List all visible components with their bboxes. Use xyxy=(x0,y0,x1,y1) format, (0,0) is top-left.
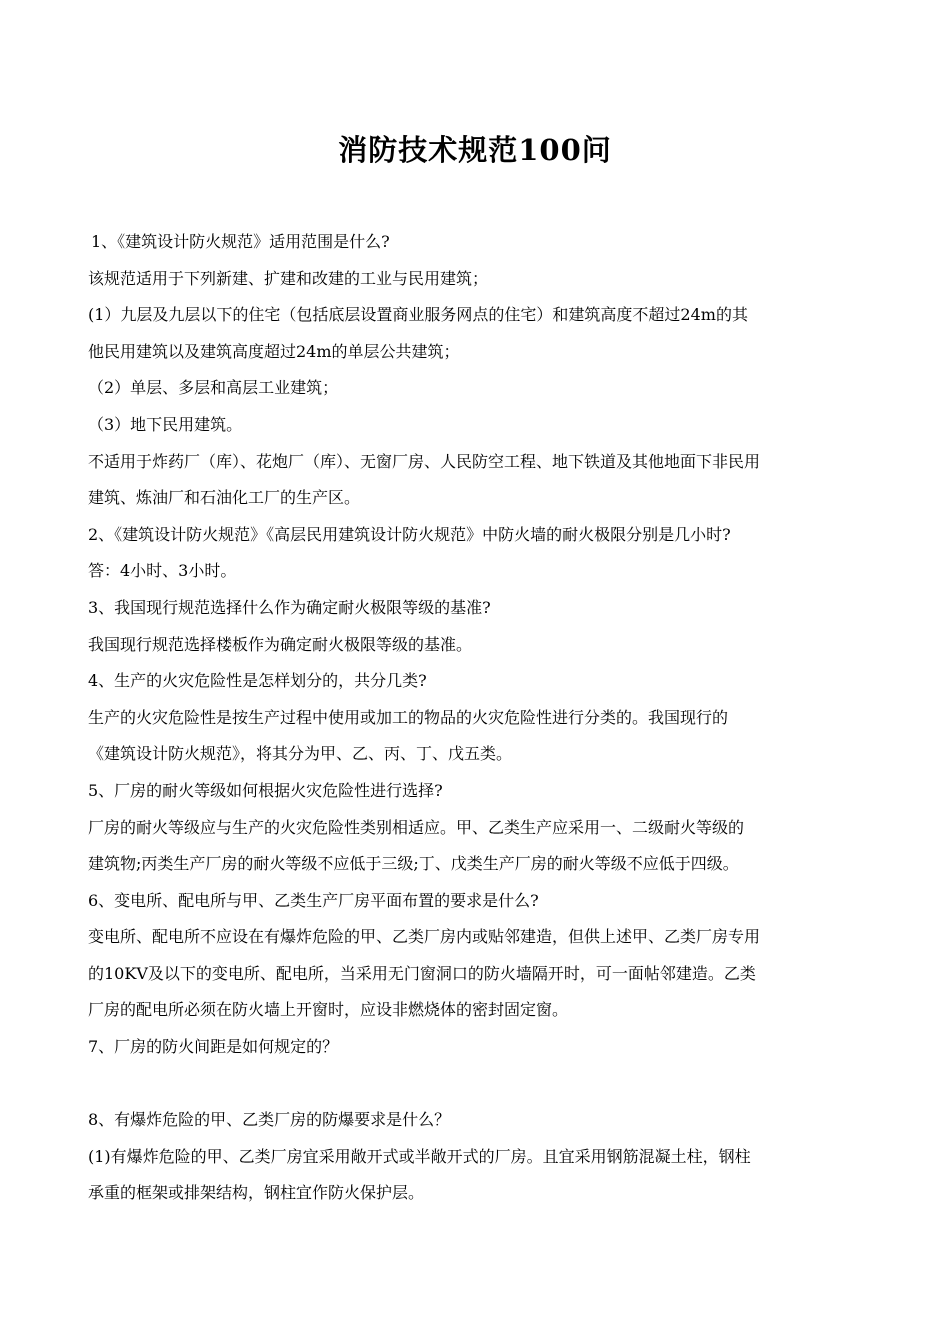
answer-4-line-1: 生产的火灾危险性是按生产过程中使用或加工的物品的火灾危险性进行分类的。我国现行的 xyxy=(88,707,729,727)
answer-1-item-1-line-2: 他民用建筑以及建筑高度超过24m的单层公共建筑； xyxy=(88,341,460,361)
blank-line xyxy=(88,1066,868,1103)
document-title: 消防技术规范100问 xyxy=(338,133,612,167)
answer-3: 我国现行规范选择楼板作为确定耐火极限等级的基准。 xyxy=(88,634,473,654)
answer-1-exclusion-line-1: 不适用于炸药厂（库）、花炮厂（库）、无窗厂房、人民防空工程、地下铁道及其他地面下非民用 xyxy=(88,451,761,471)
question-3: 3、我国现行规范选择什么作为确定耐火极限等级的基准? xyxy=(88,597,491,617)
question-6: 6、变电所、配电所与甲、乙类生产厂房平面布置的要求是什么? xyxy=(88,890,539,910)
answer-5-line-2: 建筑物;丙类生产厂房的耐火等级不应低于三级;丁、戊类生产厂房的耐火等级不应低于四级。 xyxy=(88,854,739,874)
answer-1-intro: 该规范适用于下列新建、扩建和改建的工业与民用建筑； xyxy=(88,268,489,288)
answer-6-line-2: 的10KV及以下的变电所、配电所，当采用无门窗洞口的防火墙隔开时，可一面帖邻建造。乙类 xyxy=(88,963,756,983)
question-8: 8、有爆炸危险的甲、乙类厂房的防爆要求是什么？ xyxy=(88,1110,451,1130)
question-7: 7、厂房的防火间距是如何规定的？ xyxy=(88,1037,339,1057)
answer-2: 答：4小时、3小时。 xyxy=(88,561,237,581)
answer-1-item-3: （3）地下民用建筑。 xyxy=(88,414,243,434)
answer-1-item-2: （2）单层、多层和高层工业建筑； xyxy=(88,378,339,398)
answer-8-line-2: 承重的框架或排架结构，钢柱宜作防火保护层。 xyxy=(88,1183,425,1203)
question-1: 1、《建筑设计防火规范》适用范围是什么? xyxy=(91,232,390,251)
answer-1-exclusion-line-2: 建筑、炼油厂和石油化工厂的生产区。 xyxy=(88,488,361,508)
answer-6-line-3: 厂房的配电所必须在防火墙上开窗时，应设非燃烧体的密封固定窗。 xyxy=(88,1000,569,1020)
question-5: 5、厂房的耐火等级如何根据火灾危险性进行选择? xyxy=(88,780,443,800)
answer-1-item-1-line-1: (1）九层及九层以下的住宅（包括底层设置商业服务网点的住宅）和建筑高度不超过24m的其 xyxy=(88,305,748,325)
question-2: 2、《建筑设计防火规范》《高层民用建筑设计防火规范》中防火墙的耐火极限分别是几小时? xyxy=(88,524,731,544)
question-4: 4、生产的火灾危险性是怎样划分的，共分几类? xyxy=(88,671,427,691)
answer-8-line-1: (1)有爆炸危险的甲、乙类厂房宜采用敞开式或半敞开式的厂房。且宜采用钢筋混凝土柱，钢柱 xyxy=(88,1146,751,1166)
answer-6-line-1: 变电所、配电所不应设在有爆炸危险的甲、乙类厂房内或贴邻建造，但供上述甲、乙类厂房专用 xyxy=(88,927,761,947)
answer-4-line-2: 《建筑设计防火规范》，将其分为甲、乙、丙、丁、戊五类。 xyxy=(88,744,513,764)
document-body xyxy=(88,224,868,1212)
answer-5-line-1: 厂房的耐火等级应与生产的火灾危险性类别相适应。甲、乙类生产应采用一、二级耐火等级的 xyxy=(88,817,745,837)
